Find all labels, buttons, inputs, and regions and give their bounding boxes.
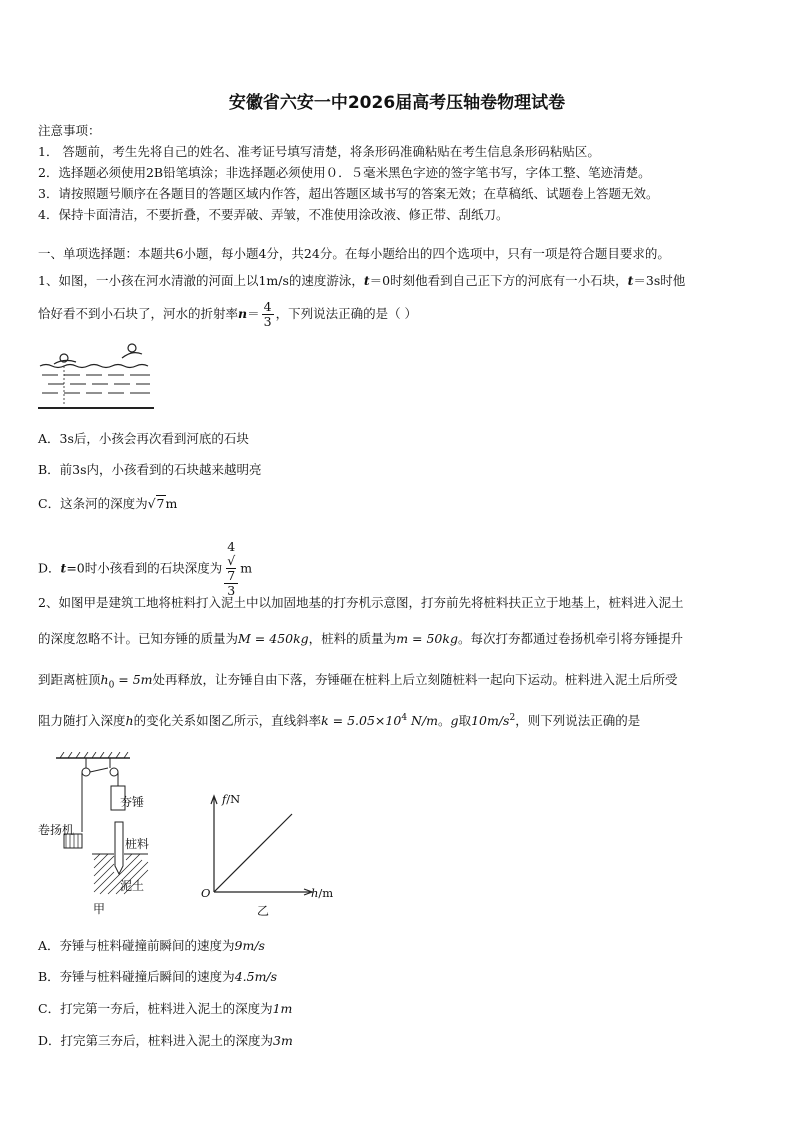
q2-option-d: D．打完第三夯后，桩料进入泥土的深度为3m [38, 1033, 293, 1048]
river-swimmer-figure [38, 342, 156, 412]
page-title: 安徽省六安一中2026届高考压轴卷物理试卷 [228, 93, 566, 113]
depth-fraction: 4 √ 7 3 [224, 540, 238, 598]
q2-line4: 阻力随打入深度h的变化关系如图乙所示，直线斜率$k = 5.05\times 10^4$ N/m。g取$10m/s^2$，则下列说法正确的是 [38, 712, 641, 728]
q1-option-d: D．t=0时小孩看到的石块深度为 4 √ 7 3 m [38, 539, 253, 598]
q2-line3: 到距离桩顶$h_0 = 5m$处再释放，让夯锤自由下落，夯锤砸在桩料上后立刻随桩料一起向下运动。桩料进入泥土后所受 [38, 672, 678, 691]
refractive-index-fraction: $\frac{4}{3}$ [263, 299, 272, 329]
q1-line2: 恰好看不到小石块了，河水的折射率n＝ $\frac{4}{3}$ ，下列说法正确的是（ ） [38, 299, 418, 329]
label-winch: 卷扬机 [38, 823, 75, 837]
label-jia: 甲 [93, 902, 106, 916]
axis-label-f: f/N [222, 792, 241, 806]
force-depth-graph [200, 792, 325, 902]
q1-option-b: B．前3s内，小孩看到的石块越来越明亮 [38, 462, 262, 477]
label-hammer: 夯锤 [120, 795, 145, 809]
axis-origin: O [201, 886, 211, 900]
q1-option-c: C．这条河的深度为√7m [38, 496, 178, 511]
label-pile: 桩料 [125, 837, 150, 851]
section-heading: 一、单项选择题：本题共6小题，每小题4分，共24分。在每小题给出的四个选项中，只有一项是符合题目要求的。 [38, 246, 670, 261]
q1-line1: 1、如图，一小孩在河水清澈的河面上以1m/s的速度游泳，t＝0时刻他看到自己正下方的河底有一小石块，t＝3s时他 [38, 273, 686, 288]
q2-line1: 2、如图甲是建筑工地将桩料打入泥土中以加固地基的打夯机示意图，打夯前先将桩料扶正立于地基上，桩料进入泥土 [38, 595, 684, 610]
notice-item-2: 2．选择题必须使用2B铅笔填涂；非选择题必须使用０．５毫米黑色字迹的签字笔书写，字体工整、笔迹清楚。 [38, 165, 651, 180]
q2-option-b: B．夯锤与桩料碰撞后瞬间的速度为4.5m/s [38, 969, 278, 984]
q2-line2: 的深度忽略不计。已知夯锤的质量为M = 450kg，桩料的质量为m = 50kg。每次打夯都通过卷扬机牵引将夯锤提升 [38, 631, 683, 646]
notice-item-3: 3．请按照题号顺序在各题目的答题区域内作答，超出答题区域书写的答案无效；在草稿纸、试题卷上答题无效。 [38, 186, 659, 201]
q2-option-c: C．打完第一夯后，桩料进入泥土的深度为1m [38, 1001, 293, 1016]
label-yi: 乙 [257, 904, 270, 918]
axis-label-h: h/m [311, 886, 334, 900]
label-soil: 泥土 [120, 879, 145, 893]
q2-option-a: A．夯锤与桩料碰撞前瞬间的速度为9m/s [38, 938, 265, 953]
notice-item-1: 1． 答题前，考生先将自己的姓名、准考证号填写清楚，将条形码准确粘贴在考生信息条形码粘贴区。 [38, 144, 600, 159]
force-line [214, 814, 292, 892]
q1-option-a: A．3s后，小孩会再次看到河底的石块 [38, 431, 249, 446]
notice-item-4: 4．保持卡面清洁，不要折叠，不要弄破、弄皱，不准使用涂改液、修正带、刮纸刀。 [38, 207, 509, 222]
notice-heading: 注意事项： [38, 123, 101, 138]
